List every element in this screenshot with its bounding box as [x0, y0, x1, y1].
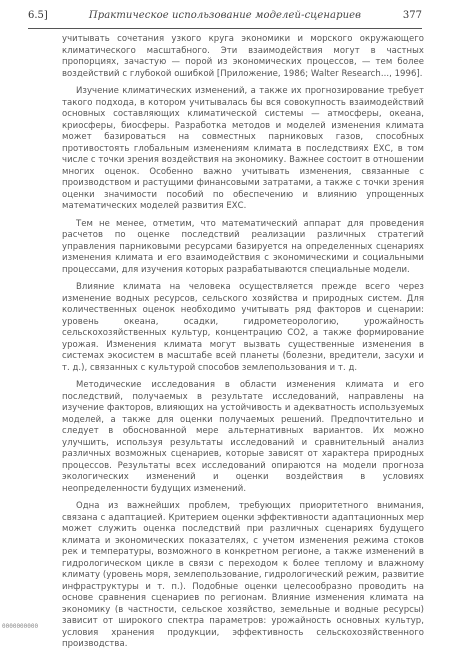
footer-mark: 0000000000	[2, 623, 39, 630]
paragraph: учитывать сочетания узкого круга экономики и морского окружающего климатического масштабного. Эти взаимодействия могут в частных пропорциях, зачастую — порой из экономических процессов, — тем более воздействий с глубокой ошибкой [Приложение, 1986; Walter Research..., 1996].	[62, 34, 424, 79]
paragraph: Влияние климата на человека осуществляется прежде всего через изменение водных ресурсов, сельского хозяйства и природных систем. Для количественных оценок необходимо учитывать ряд факторов и сценарии: уровень океана, осадки, гидрометеорологию, урожайность сельскохозяйственных культур, концентрацию СО2, а также формирование урожая. Изменения климата могут вызвать существенные изменения в системах экосистем в масштабе всей планеты (болезни, вредители, засухи и т. д.), связанных с культурой способов землепользования и т. д.	[62, 282, 424, 373]
paragraph: Тем не менее, отметим, что математический аппарат для проведения расчетов по оценке последствий реализации различных стратегий управления парниковыми ресурсами базируется на определенных сценариях изменения климата и его взаимодействия с экономическими и социальными процессами, для изучения которых разрабатываются специальные модели.	[62, 218, 424, 275]
section-number: 6.5]	[28, 10, 48, 21]
running-head	[28, 10, 422, 26]
running-title: Практическое использование моделей-сценариев	[88, 10, 362, 21]
paragraph: Изучение климатических изменений, а также их прогнозирование требует такого подхода, в котором учитывалась бы вся совокупность взаимодействий основных составляющих климатической системы — атмосферы, океана, криосферы, биосферы. Разработка методов и моделей изменения климата может базироваться на совместных парниковых газов, способных противостоять глобальным изменениям климата в последствиях ЕХС, в том числе с точки зрения воздействия на экономику. Важнее состоит в отношении многих оценок. Особенно важно учитывать изменения, связанные с производством и растущими финансовыми затратами, а также с точки зрения оценки значимости пособий по обеспечению и влиянию упрощенных математических моделей развития ЕХС.	[62, 86, 424, 211]
paragraph: Методические исследования в области изменения климата и его последствий, получаемых в результате исследований, направлены на изучение факторов, влияющих на устойчивость и адекватность используемых моделей, а также для оценки получаемых решений. Предпочтительно и следует в обоснованной мере альтернативных вариантов. Их можно улучшить, используя результаты исследований и сравнительный анализ различных возможных сценариев, которые зависят от характера природных процессов. Результаты всех исследований опираются на модели прогноза экологических изменений и оценки воздействия в условиях неопределенности будущих изменений.	[62, 380, 424, 494]
body-text	[62, 34, 424, 657]
page-number: 377	[402, 10, 422, 21]
header-rule	[28, 28, 422, 29]
paragraph: Одна из важнейших проблем, требующих приоритетного внимания, связана с адаптацией. Критерием оценки эффективности адаптационных мер может служить оценка последствий при различных сценариях будущего климата и экономических показателях, с учетом изменения режима стоков рек и температуры, возможного в конкретном регионе, а также изменений в гидрологическом цикле в связи с переходом к более теплому и влажному климату (уровень моря, землепользование, гидрологический режим, развитие инфраструктуры и т. п.). Подобные оценки целесообразно проводить на основе сравнения сценариев по регионам. Влияние изменения климата на экономику (в частности, сельское хозяйство, земельные и водные ресурсы) зависит от широкого спектра параметров: урожайность основных культур, условия хранения продукции, эффективность сельскохозяйственного производства.	[62, 501, 424, 649]
